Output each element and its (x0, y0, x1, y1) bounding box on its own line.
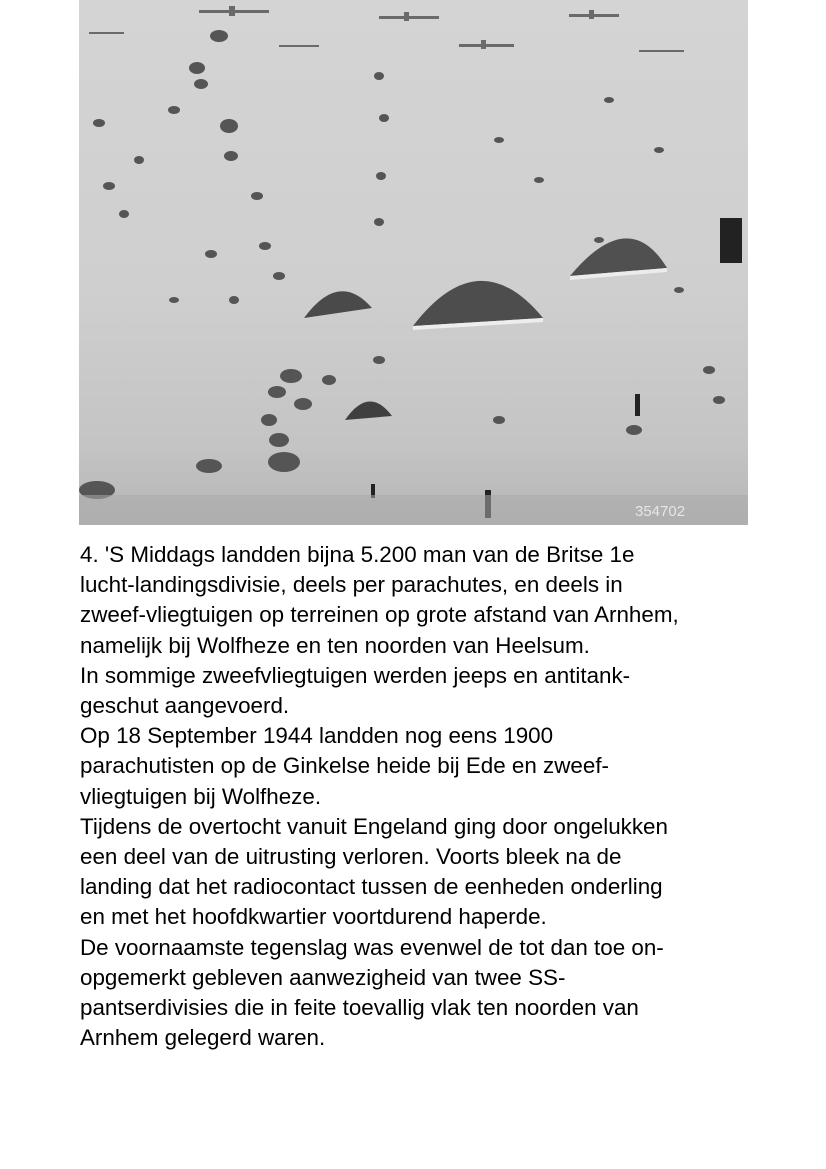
large-parachutes (304, 238, 667, 420)
paratroopers-photo (79, 0, 748, 525)
photo-serial-number: 354702 (635, 503, 686, 520)
aircraft-group (89, 6, 684, 52)
photo-illustration (79, 0, 748, 525)
caption-text: 4. 'S Middags landden bijna 5.200 man van de Britse 1e lucht-landingsdivisie, deels per parachutes, en deels in zweef-vliegtuigen op terreinen op grote afstand van Arnhem, namelijk bij Wolfheze en ten noorden van Heelsum. In sommige zweefvliegtuigen werden jeeps en antitank- geschut aangevoerd. Op 18 September 1944 landden nog eens 1900 parachutisten op de Ginkelse heide bij Ede en zweef- vliegtuigen bij Wolfheze. Tijdens de overtocht vanuit Engeland ging door ongelukken een deel van de uitrusting verloren. Voorts bleek na de landing dat het radiocontact tussen de eenheden onderling en met het hoofdkwartier voortdurend haperde. De voornaamste tegenslag was evenwel de tot dan toe on- opgemerkt gebleven aanwezigheid van twee SS- pantserdivisies die in feite toevallig vlak ten noorden van Arnhem gelegerd waren. (80, 542, 679, 1051)
jumpers (371, 218, 742, 518)
